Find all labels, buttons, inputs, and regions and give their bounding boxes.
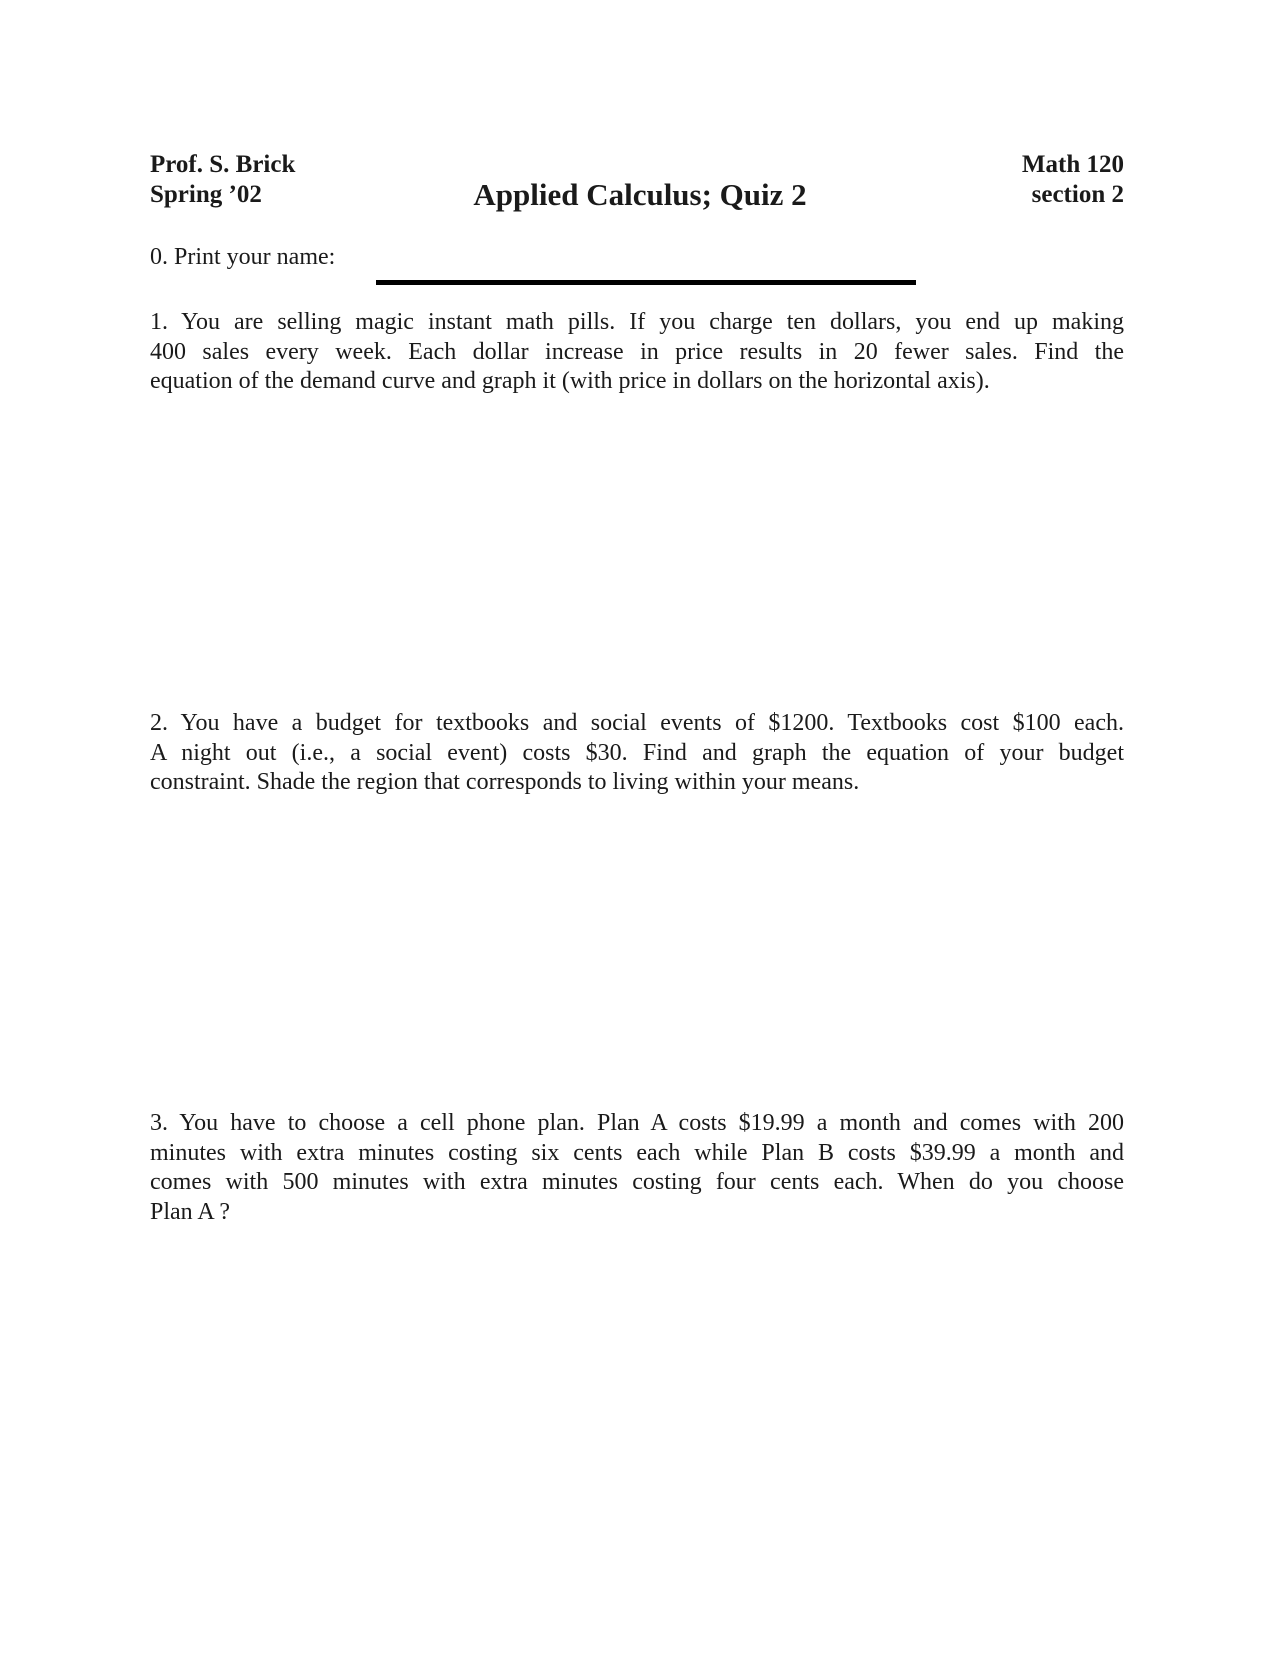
question-line: equation of the demand curve and graph it (with price in dollars on the horizontal axis). — [150, 368, 990, 394]
question-line: A night out (i.e., a social event) costs $30. Find and graph the equation of your budget — [150, 739, 1124, 766]
header-right — [1022, 150, 1124, 210]
name-answer-line[interactable] — [376, 280, 916, 285]
instructor-name: Prof. S. Brick — [150, 151, 296, 178]
question-line: Plan A ? — [150, 1198, 231, 1225]
question-line: constraint. Shade the region that corresponds to living within your means. — [150, 769, 860, 795]
question-line: 2. You have a budget for textbooks and social events of $1200. Textbooks cost $100 each. — [150, 710, 1124, 736]
course-number: Math 120 — [1021, 151, 1124, 178]
page-title: Applied Calculus; Quiz 2 — [473, 177, 807, 212]
question-line: minutes with extra minutes costing six cents each while Plan B costs $39.99 a month and — [150, 1139, 1124, 1166]
name-prompt: 0. Print your name: — [150, 244, 336, 270]
term: Spring ’02 — [150, 181, 262, 208]
question-line: 400 sales every week. Each dollar increase in price results in 20 fewer sales. Find the — [150, 338, 1124, 365]
question-3 — [150, 1109, 1124, 1227]
question-line: 3. You have to choose a cell phone plan. Plan A costs $19.99 a month and comes with 200 — [150, 1110, 1124, 1136]
question-line: 1. You are selling magic instant math pills. If you charge ten dollars, you end up making — [150, 309, 1124, 335]
question-1 — [150, 308, 1124, 397]
question-2 — [150, 709, 1124, 798]
question-line: comes with 500 minutes with extra minutes costing four cents each. When do you choose — [150, 1169, 1124, 1195]
course-section: section 2 — [1031, 181, 1124, 208]
